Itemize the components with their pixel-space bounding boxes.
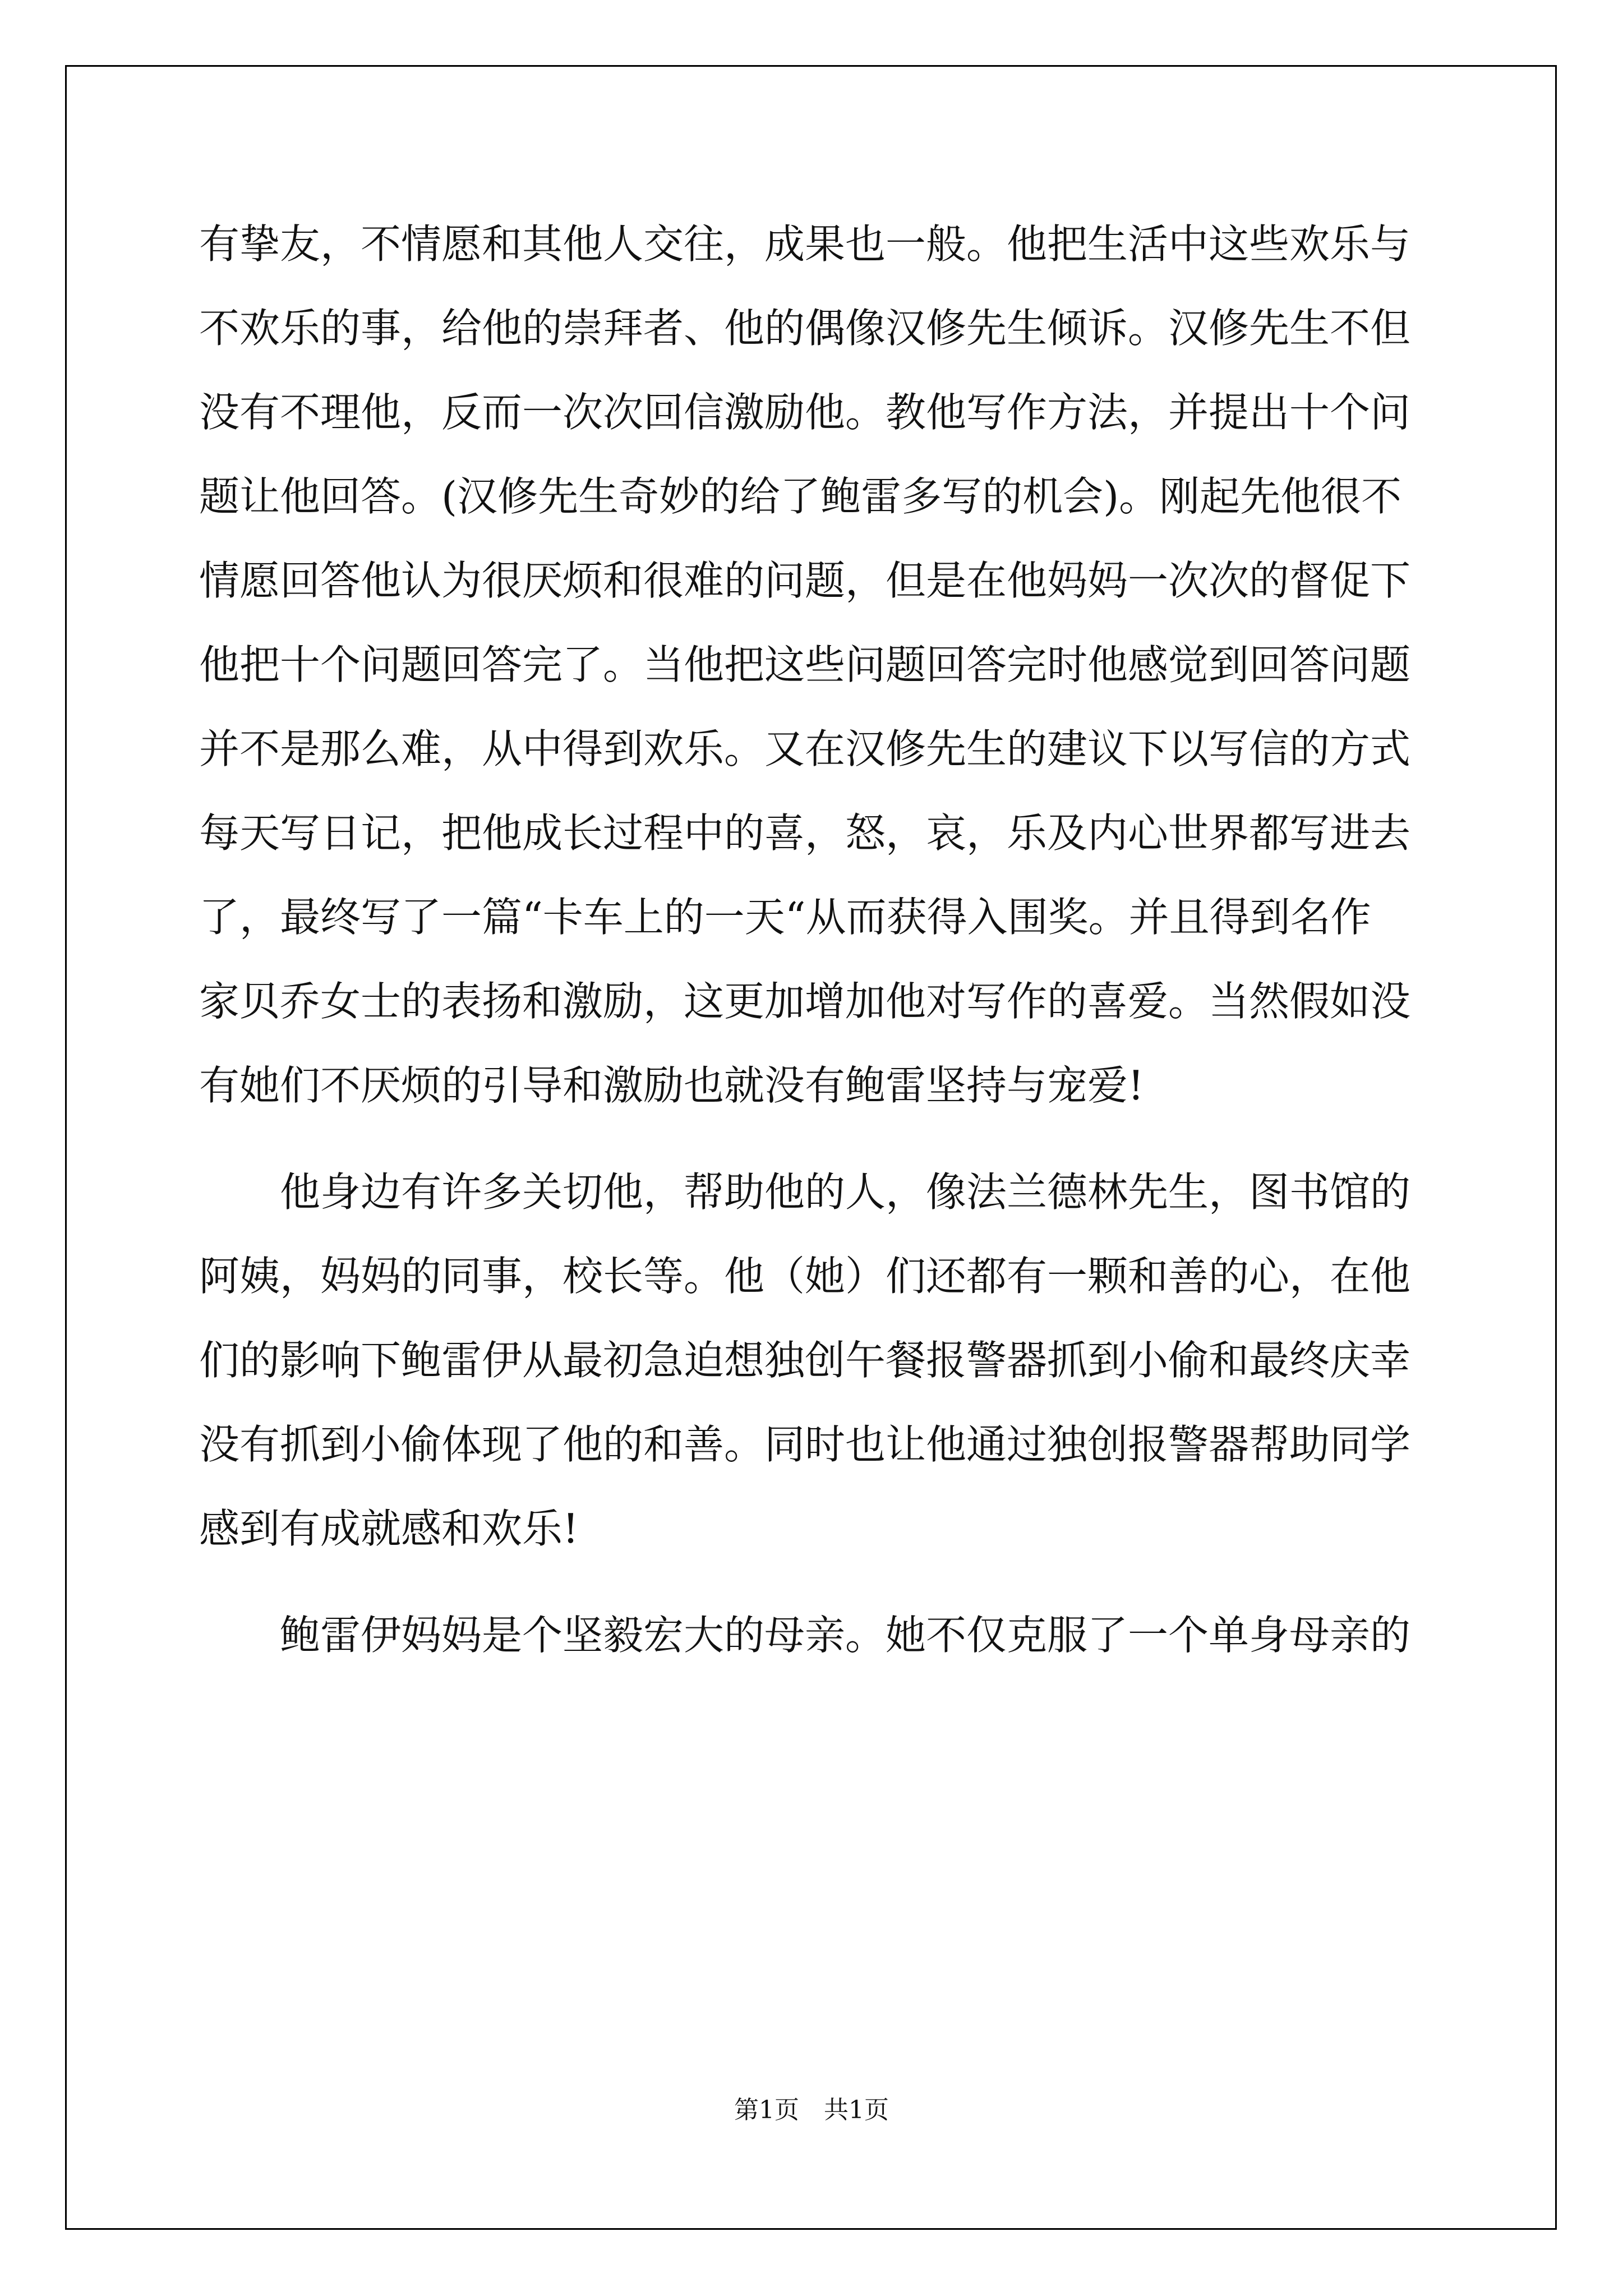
text-line: 他把十个问题回答完了。当他把这些问题回答完时他感觉到回答问题 [199,641,1411,688]
text-line: 们的影响下鲍雷伊从最初急迫想独创午餐报警器抓到小偷和最终庆幸 [199,1337,1411,1384]
paragraph-spacing [199,1128,1433,1150]
text-line: 他身边有许多关切他，帮助他的人，像法兰德林先生，图书馆的 [280,1168,1411,1216]
paragraph [199,1150,1433,1571]
paragraph [199,202,1433,1128]
text-line: 情愿回答他认为很厌烦和很难的问题，但是在他妈妈一次次的督促下 [199,557,1411,604]
text-line: 题让他回答。(汉修先生奇妙的给了鲍雷多写的机会)。刚起先他很不 [199,473,1402,520]
paragraph [199,1593,1433,1677]
text-line: 没有抓到小偷体现了他的和善。同时也让他通过独创报警器帮助同学 [199,1421,1411,1468]
text-line: 阿姨，妈妈的同事，校长等。他（她）们还都有一颗和善的心，在他 [199,1253,1411,1300]
text-line: 有挚友，不情愿和其他人交往，成果也一般。他把生活中这些欢乐与 [199,220,1411,268]
text-line: 不欢乐的事，给他的崇拜者、他的偶像汉修先生倾诉。汉修先生不但 [199,305,1411,352]
text-line: 有她们不厌烦的引导和激励也就没有鲍雷坚持与宠爱! [199,1062,1144,1109]
text-line: 了，最终写了一篇“卡车上的一天“从而获得入围奖。并且得到名作 [199,894,1371,941]
paragraph-spacing [199,1571,1433,1593]
text-line: 家贝乔女士的表扬和激励，这更加增加他对写作的喜爱。当然假如没 [199,978,1411,1025]
text-line: 每天写日记，把他成长过程中的喜，怒，哀，乐及内心世界都写进去 [199,809,1411,857]
text-line: 并不是那么难，从中得到欢乐。又在汉修先生的建议下以写信的方式 [199,725,1411,772]
text-line: 鲍雷伊妈妈是个坚毅宏大的母亲。她不仅克服了一个单身母亲的 [280,1612,1411,1659]
text-line: 没有不理他，反而一次次回信激励他。教他写作方法，并提出十个问 [199,389,1411,436]
page-number-footer: 第1页 共1页 [734,2096,889,2124]
text-line: 感到有成就感和欢乐! [199,1505,579,1552]
document-body [199,202,1433,1677]
